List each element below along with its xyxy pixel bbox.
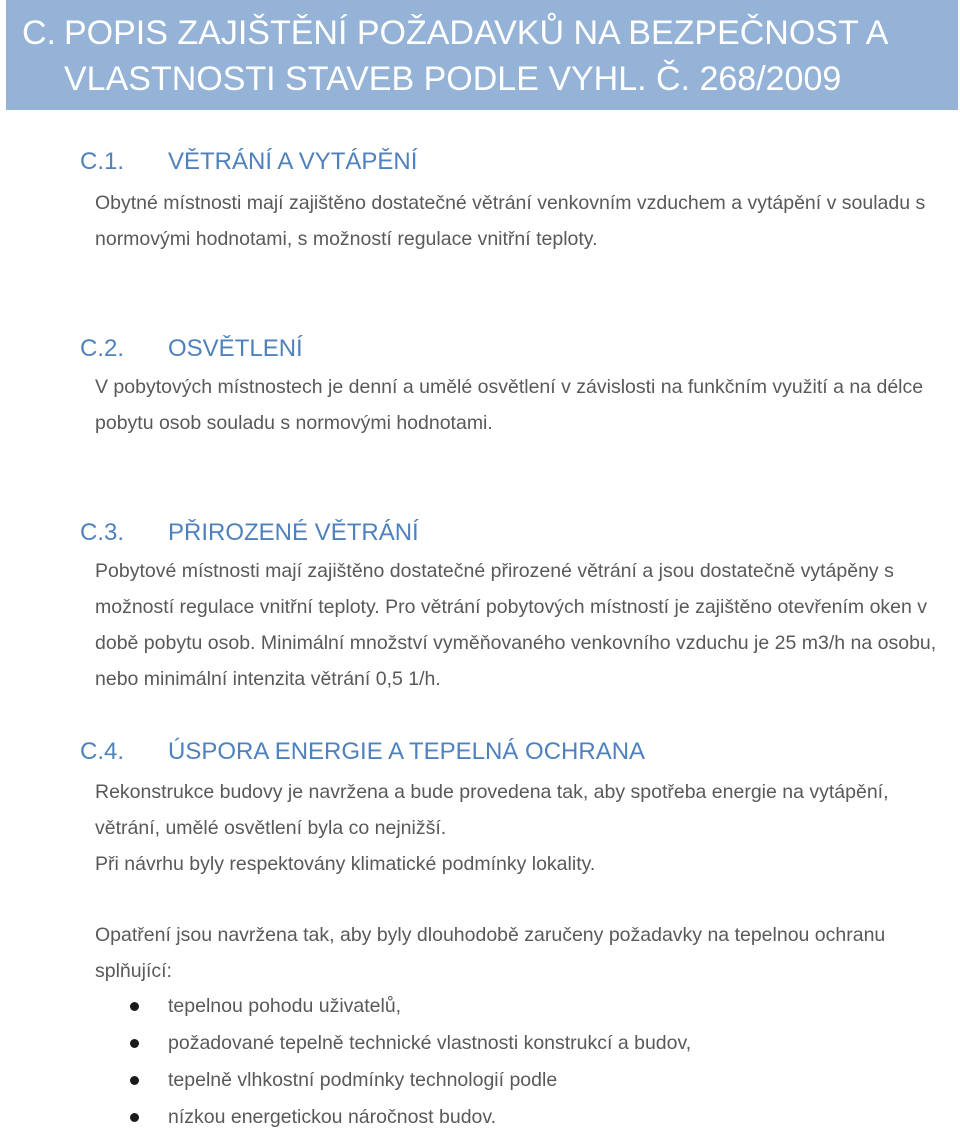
list-item-text: tepelnou pohodu uživatelů, [168,995,402,1017]
section-paragraph: Obytné místnosti mají zajištěno dostatečné větrání venkovním vzduchem a vytápění v souladu s normovými hodnotami, s možností regulace vnitřní teploty. [95,192,926,250]
chapter-letter: C. [22,14,56,52]
section-number: C.1. [80,148,125,175]
section-title: VĚTRÁNÍ A VYTÁPĚNÍ [168,148,418,175]
section-paragraph: Pobytové místnosti mají zajištěno dostatečné přirozené větrání a jsou dostatečně vytápěny s možností regulace vnitřní teploty. Pro větrání pobytových místností je zajištěno otevřením oken v době pobytu osob. Minimální množství vyměňovaného venkovního vzduchu je 25 m3/h na osobu, nebo minimální intenzita větrání 0,5 1/h. [95,560,937,690]
section-paragraph: Opatření jsou navržena tak, aby byly dlouhodobě zaručeny požadavky na tepelnou ochranu splňující: [95,924,886,982]
chapter-title: POPIS ZAJIŠTĚNÍ POŽADAVKŮ NA BEZPEČNOST A VLASTNOSTI STAVEB PODLE VYHL. Č. 268/2009 [64,14,887,98]
section-title: ÚSPORA ENERGIE A TEPELNÁ OCHRANA [168,738,646,765]
list-item-text: nízkou energetickou náročnost budov. [168,1106,497,1128]
list-item [0,1099,960,1136]
chapter-header [6,0,958,110]
list-item-text: požadované tepelně technické vlastnosti konstrukcí a budov, [168,1032,692,1054]
bullet-icon [130,1002,139,1011]
requirements-list [0,988,960,1136]
bullet-icon [130,1113,139,1122]
section-number: C.4. [80,738,125,765]
list-item [0,988,960,1025]
section-paragraph: Rekonstrukce budovy je navržena a bude provedena tak, aby spotřeba energie na vytápění, větrání, umělé osvětlení byla co nejnižší. [95,781,889,839]
list-item [0,1062,960,1099]
list-item [0,1025,960,1062]
section-paragraph: V pobytových místnostech je denní a umělé osvětlení v závislosti na funkčním využití a na délce pobytu osob souladu s normovými hodnotami. [95,376,924,434]
section-title: PŘIROZENÉ VĚTRÁNÍ [168,519,419,546]
section-title: OSVĚTLENÍ [168,335,303,362]
section-number: C.2. [80,335,125,362]
bullet-icon [130,1076,139,1085]
section-number: C.3. [80,519,125,546]
section-paragraph: Při návrhu byly respektovány klimatické podmínky lokality. [95,853,596,875]
bullet-icon [130,1039,139,1048]
list-item-text: tepelně vlhkostní podmínky technologií podle [168,1069,558,1091]
